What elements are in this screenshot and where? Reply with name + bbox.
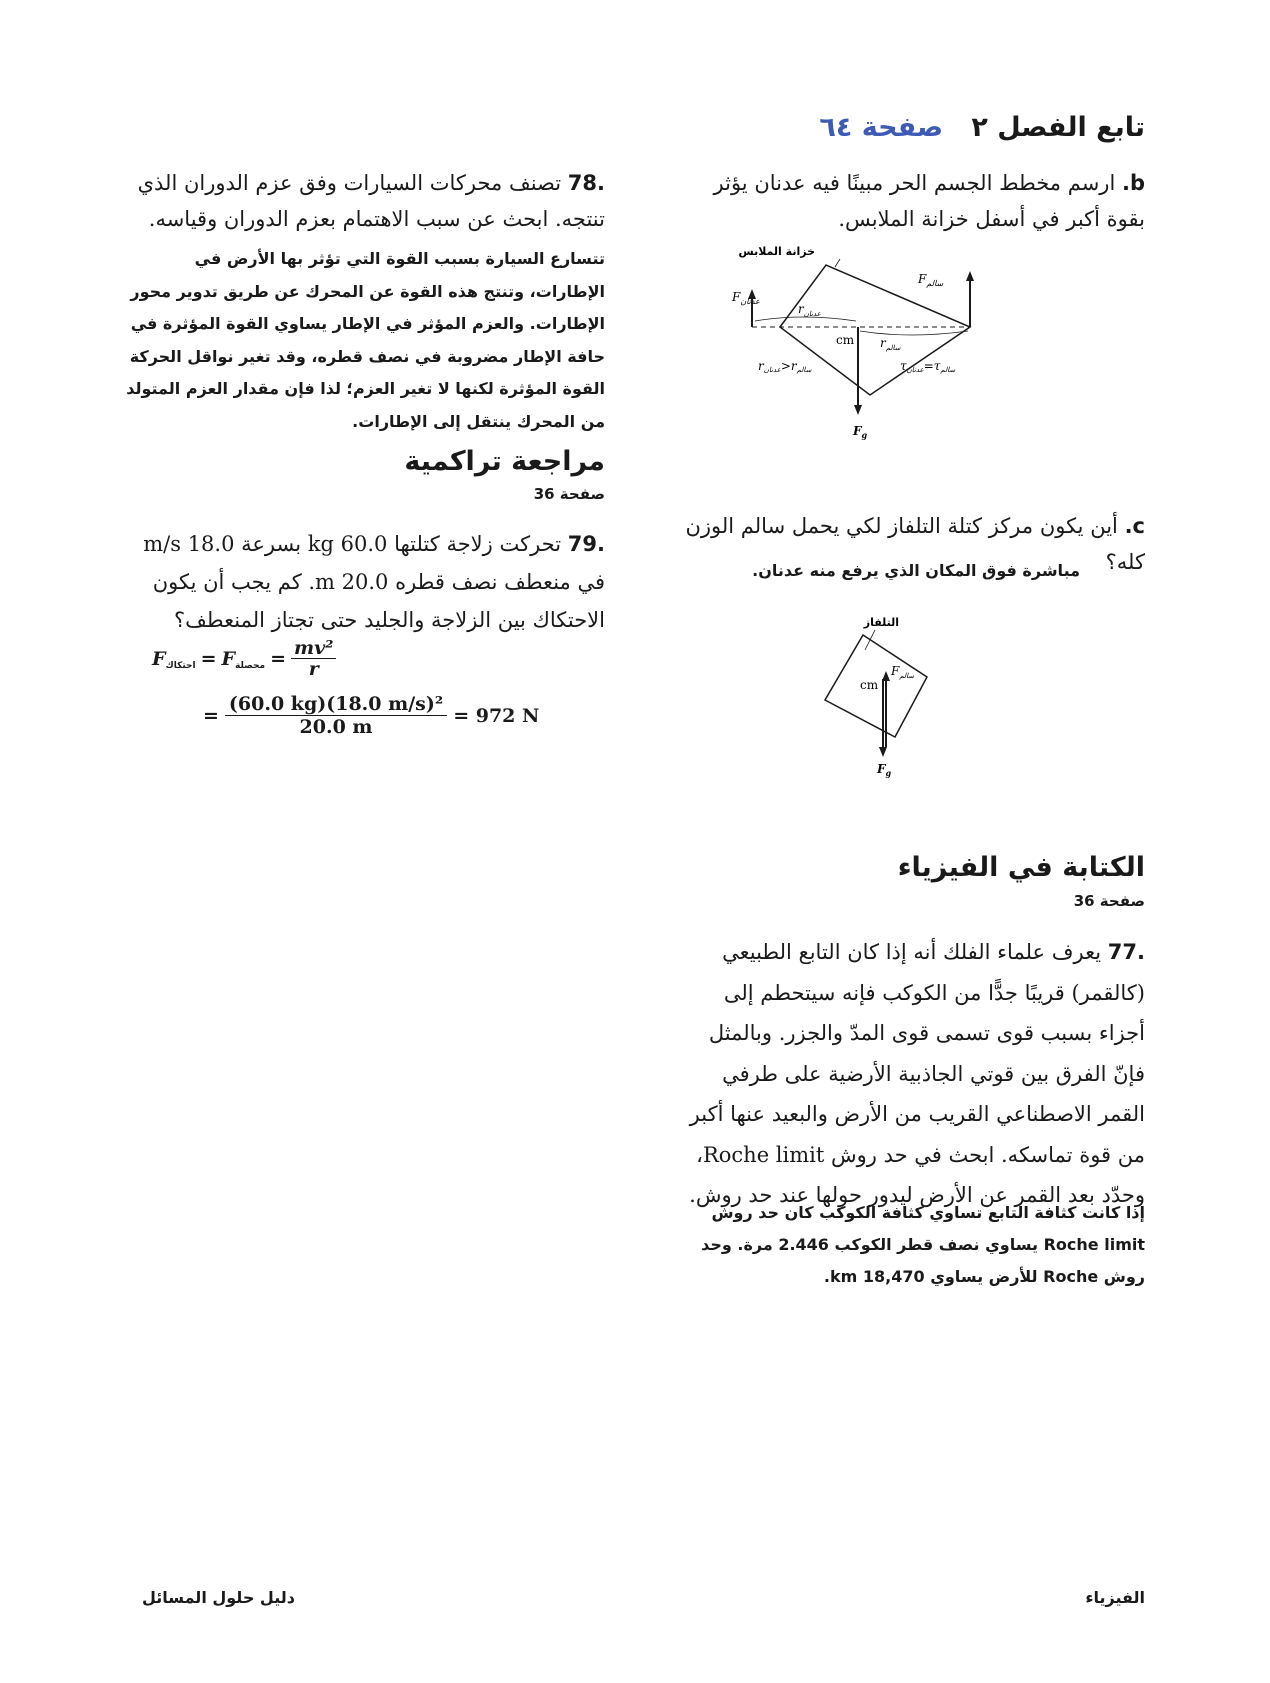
question-78 [115,165,605,237]
f-adnan-label: F [732,290,741,304]
tv-fg-sub: g [885,768,892,778]
closet-label: خزانة الملابس [738,245,815,258]
page-number: صفحة ٦٤ [819,112,944,143]
fraction-numerator: mv² [291,638,336,659]
equation-result: = 972 N [453,704,540,727]
tv-cm-label: cm [860,678,879,692]
page-header [819,112,1145,143]
question-text: ارسم مخطط الجسم الحر مبينًا فيه عدنان يؤثر بقوة أكبر في أسفل خزانة الملابس. [713,171,1145,231]
svg-text:Fg [876,762,892,778]
tau-left-sub: عدنان [906,366,924,374]
answer-c: مباشرة فوق المكان الذي يرفع منه عدنان. [752,561,1080,580]
ineq-right: r [790,359,797,373]
svg-text:rسالم [880,336,901,352]
answer-77: إذا كانت كثافة التابع تساوي كثافة الكوكب كان حد روش Roche limit يساوي نصف قطر الكوكب 2.446 مرة. وحد روش Roche للأرض يساوي 18,470 km. [701,1203,1145,1286]
ineq-left-sub: عدنان [763,366,781,374]
equals-3: = [203,704,219,727]
review-section-title: مراجعة تراكمية [404,446,605,477]
svg-text:rعدنان>rسالم [758,359,812,374]
question-text: تحركت زلاجة كتلتها 60.0 kg بسرعة 18.0 m/s في منعطف نصف قطره 20.0 m. كم يجب أن يكون الاحتكاك بين الزلاجة والجليد حتى تجتاز المنعطف؟ [143,532,605,632]
r-adnan-sub: عدنان [803,310,821,318]
net-force-symbol: F [221,647,236,670]
question-number: .78 [567,171,605,195]
f-salem-sub: سالم [926,279,944,288]
question-number: c. [1124,514,1145,538]
svg-text:rعدنان [798,302,821,318]
f-adnan-sub: عدنان [740,297,760,306]
ineq-left: r [758,359,764,373]
tv-f-salem-sub: سالم [899,672,915,680]
svg-text:Fg [852,424,868,440]
tv-free-body-diagram [815,615,945,780]
question-text: يعرف علماء الفلك أنه إذا كان التابع الطبيعي (كالقمر) قريبًا جدًّا من الكوكب فإنه سيتحطم إلى أجزاء بسبب قوى تسمى قوى المدّ والجزر. وبالمثل فإنّ الفرق بين قوتي الجاذبية الأرضية على طرفي القمر الاصطناعي القريب من الأرض والبعيد عنها أكبر من قوة تماسكه. ابحث في حد روش Roche limit، وحدّد بعد القمر عن الأرض ليدور حولها عند حد روش. [689,940,1145,1207]
footer-guide: دليل حلول المسائل [142,1588,295,1607]
fraction2-numerator: (60.0 kg)(18.0 m/s)² [225,693,447,716]
question-text: تصنف محركات السيارات وفق عزم الدوران الذي تنتجه. ابحث عن سبب الاهتمام بعزم الدوران وقياسه. [137,171,605,231]
svg-text:Fسالم [917,272,944,288]
writing-section-title: الكتابة في الفيزياء [897,852,1145,883]
answer-78: تتسارع السيارة بسبب القوة التي تؤثر بها الأرض في الإطارات، وتنتج هذه القوة عن المحرك عن طريق تدوير محور الإطارات. والعزم المؤثر في الإطار يساوي القوة المؤثرة في حافة الإطار مضروبة في نصف قطره، وقد تغير نواقل الحركة القوة المؤثرة لكنها لا تغير العزم؛ لذا فإن مقدار العزم المتولد من المحرك ينتقل إلى الإطارات. [126,249,605,431]
fraction2-denominator: 20.0 m [299,716,373,738]
closet-free-body-diagram [732,245,1040,470]
fraction-denominator: r [308,658,319,680]
fg-label: F [853,424,862,438]
tv-fg: F [877,762,886,776]
equals-2: = [270,647,287,670]
friction-sub: احتكاك [165,660,196,671]
question-number: .79 [567,532,605,556]
question-77 [685,932,1145,1216]
chapter-title: تابع الفصل ٢ [971,112,1145,143]
ineq-op: > [780,359,791,373]
tv-label: التلفاز [863,616,899,629]
equation-line-1 [152,638,336,679]
net-sub: محصلة [235,660,266,671]
f-salem-label: F [918,272,927,286]
review-section-page: صفحة 36 [533,485,605,503]
r-adnan-label: r [798,302,804,316]
svg-text:Fعدنان [731,290,760,306]
tau-right: τ [933,359,941,373]
question-number: b. [1121,171,1145,195]
writing-section-page: صفحة 36 [1073,892,1145,910]
tau-op: = [923,359,934,373]
question-b [685,165,1145,237]
svg-text:τعدنان=τسالم [900,359,955,374]
tv-f-salem: F [891,664,900,678]
question-number: .77 [1107,940,1145,964]
tau-left: τ [900,359,907,373]
fg-sub: g [861,430,868,440]
equals-1: = [200,647,217,670]
r-salem-sub: سالم [885,344,901,352]
friction-force-symbol: F [152,647,166,670]
footer-subject: الفيزياء [1085,1588,1145,1607]
center-of-mass-label: cm [836,333,855,347]
question-79 [115,525,605,639]
equation-line-2 [203,693,539,738]
ineq-right-sub: سالم [796,366,812,374]
tau-right-sub: سالم [940,366,956,374]
r-salem-label: r [880,336,886,350]
question-text: أين يكون مركز كتلة التلفاز لكي يحمل سالم الوزن كله؟ [685,514,1145,574]
